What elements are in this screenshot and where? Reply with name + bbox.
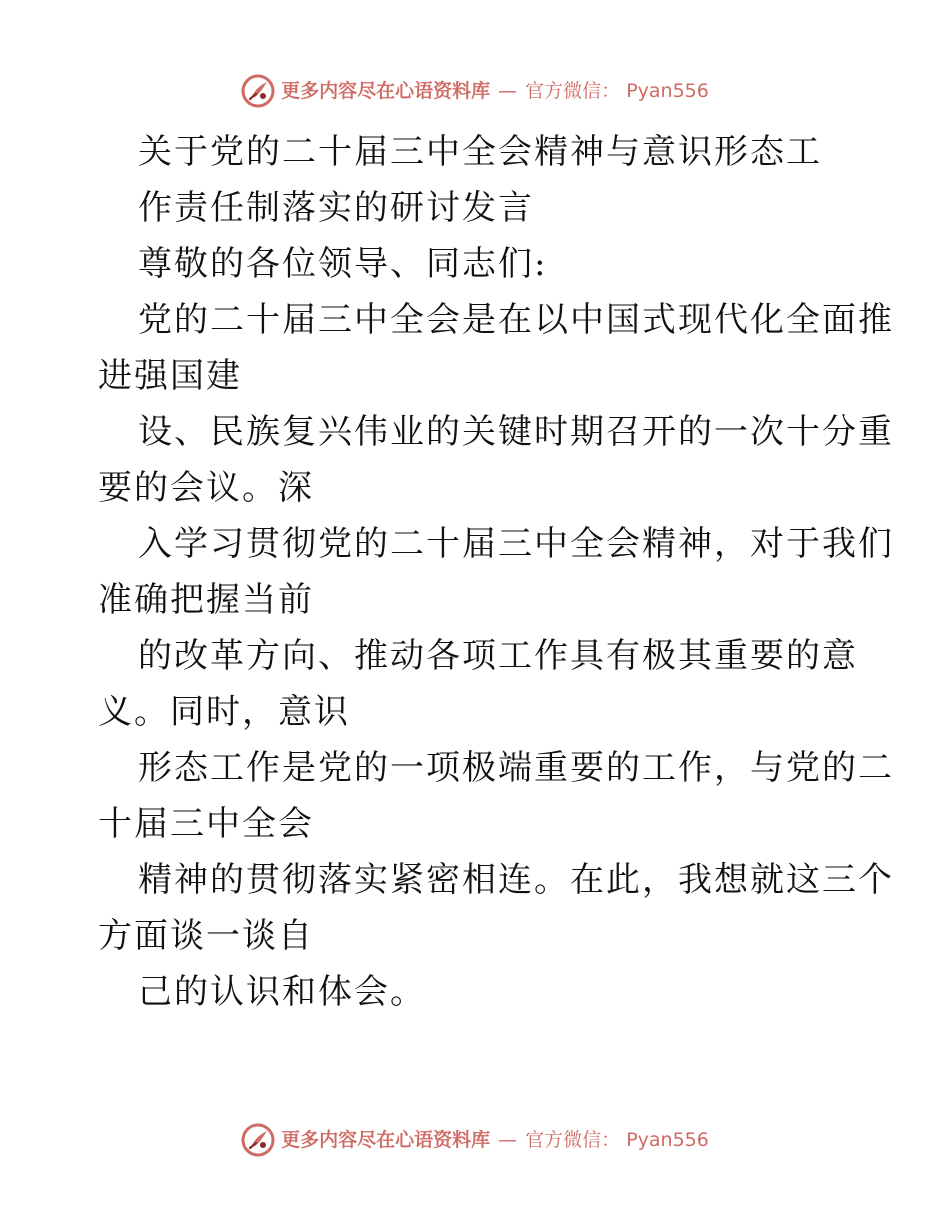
body-line: 的改革方向、推动各项工作具有极其重要的意 <box>138 636 858 676</box>
body-line: 精神的贯彻落实紧密相连。在此，我想就这三个 <box>138 860 894 900</box>
document-title-line-2: 作责任制落实的研讨发言 <box>138 188 534 228</box>
watermark-separator: — <box>498 79 518 102</box>
body-line: 方面谈一谈自 <box>98 916 314 956</box>
document-salutation: 尊敬的各位领导、同志们: <box>138 244 548 284</box>
watermark-brand-text: 更多内容尽在心语资料库 <box>281 1128 491 1151</box>
watermark-contact-id: Pyan556 <box>626 79 709 102</box>
body-line: 己的认识和体会。 <box>138 972 426 1012</box>
body-line: 设、民族复兴伟业的关键时期召开的一次十分重 <box>138 412 894 452</box>
header-watermark <box>0 74 950 108</box>
watermark-contact-id: Pyan556 <box>626 1128 709 1151</box>
quill-logo-icon <box>241 1123 275 1157</box>
watermark-brand-text: 更多内容尽在心语资料库 <box>281 79 491 102</box>
watermark-separator: — <box>498 1128 518 1151</box>
document-title-line-1: 关于党的二十届三中全会精神与意识形态工 <box>138 132 822 172</box>
footer-watermark <box>0 1123 950 1157</box>
body-line: 党的二十届三中全会是在以中国式现代化全面推 <box>138 300 894 340</box>
document-body <box>98 124 894 1020</box>
body-line: 义。同时，意识 <box>98 692 350 732</box>
watermark-contact-label: 官方微信： <box>525 79 621 102</box>
body-line: 十届三中全会 <box>98 804 314 844</box>
quill-logo-icon <box>241 74 275 108</box>
body-line: 要的会议。深 <box>98 468 314 508</box>
body-line: 进强国建 <box>98 356 242 396</box>
body-line: 形态工作是党的一项极端重要的工作，与党的二 <box>138 748 894 788</box>
watermark-contact-label: 官方微信： <box>525 1128 621 1151</box>
body-line: 入学习贯彻党的二十届三中全会精神，对于我们 <box>138 524 894 564</box>
body-line: 准确把握当前 <box>98 580 314 620</box>
